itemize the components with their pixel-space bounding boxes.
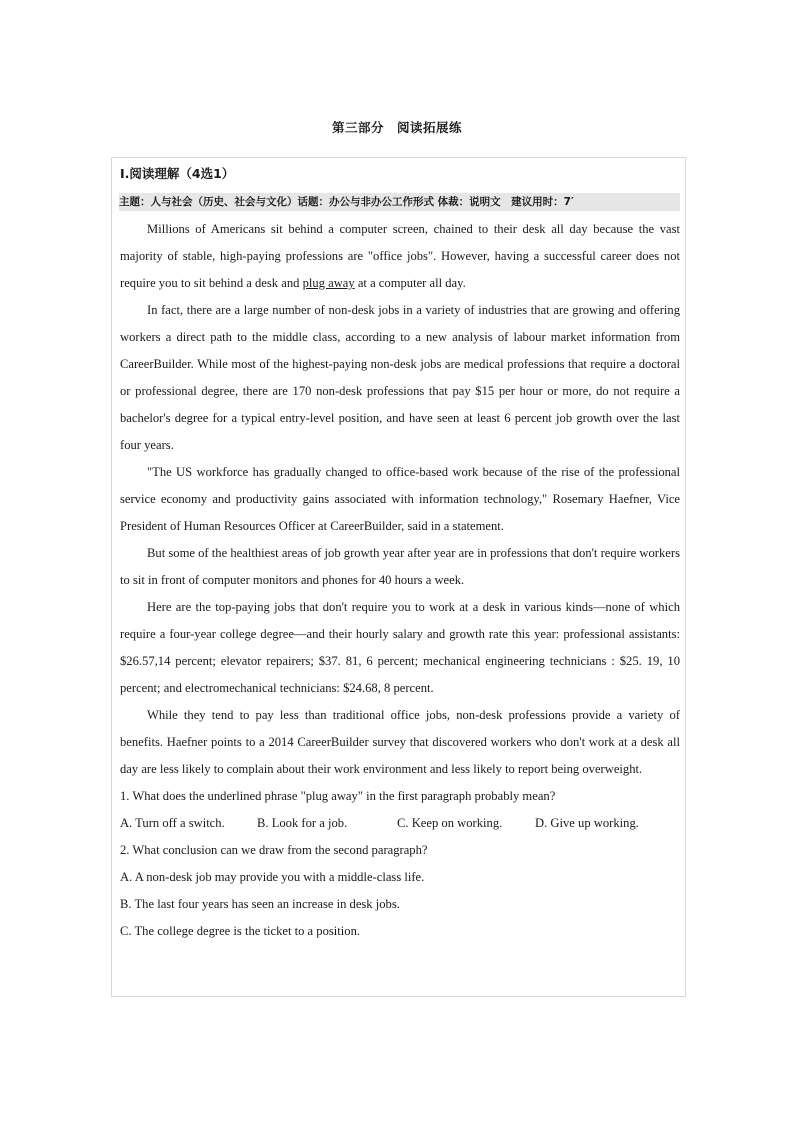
theme-bar: 主题：人与社会（历史、社会与文化）话题：办公与非办公工作形式 体裁：说明文 建议用时：7′ — [119, 193, 680, 211]
q1-option-c: C. Keep on working. — [397, 816, 503, 830]
passage-paragraph-5: Here are the top-paying jobs that don't require you to work at a desk in various kinds—none of which require a four-year college degree—and their hourly salary and growth rate this year: professional assistants: $26.57,14 percent; elevator repairers; $37. 81, 6 percent; mechanical engineering technicians : $25. 19, 10 percent; and electromechanical technicians: $24.68, 8 percent. — [120, 600, 680, 695]
p1-text-before: Millions of Americans sit behind a computer screen, chained to their desk all day because the vast majority of stable, high-paying professions are "office jobs". However, having a successful career does not require you to sit behind a desk and — [120, 222, 680, 290]
q2-option-b: B. The last four years has seen an increase in desk jobs. — [120, 897, 400, 911]
page-title: 第三部分 阅读拓展练 — [331, 120, 462, 135]
p1-text-after: at a computer all day. — [354, 276, 466, 290]
q1-option-a: A. Turn off a switch. — [120, 816, 225, 830]
passage-paragraph-2: In fact, there are a large number of non-desk jobs in a variety of industries that are growing and offering workers a direct path to the middle class, according to a new analysis of labour market information from CareerBuilder. While most of the highest-paying non-desk jobs are medical professions that require a doctoral or professional degree, there are 170 non-desk professions that pay $15 per hour or more, do not require a bachelor's degree for a typical entry-level position, and have seen at least 6 percent job growth over the last four years. — [120, 303, 680, 452]
question-2-stem: 2. What conclusion can we draw from the second paragraph? — [120, 843, 428, 857]
section-heading: Ⅰ.阅读理解（4选1） — [120, 166, 235, 181]
underlined-phrase: plug away — [302, 276, 355, 290]
q2-option-c: C. The college degree is the ticket to a position. — [120, 924, 361, 938]
passage-paragraph-1 — [120, 216, 680, 297]
passage-paragraph-3: "The US workforce has gradually changed to office-based work because of the rise of the professional service economy and productivity gains associated with information technology," Rosemary Haefner, Vice President of Human Resources Officer at CareerBuilder, said in a statement. — [120, 465, 680, 533]
q1-option-b: B. Look for a job. — [257, 816, 348, 830]
q2-option-a: A. A non-desk job may provide you with a middle-class life. — [120, 870, 425, 884]
question-1-stem: 1. What does the underlined phrase "plug away" in the first paragraph probably mean? — [120, 789, 556, 803]
reading-content — [120, 216, 680, 945]
q1-option-d: D. Give up working. — [535, 816, 639, 830]
question-1-options — [120, 810, 680, 837]
passage-paragraph-4: But some of the healthiest areas of job growth year after year are in professions that don't require workers to sit in front of computer monitors and phones for 40 hours a week. — [120, 546, 680, 587]
passage-paragraph-6: While they tend to pay less than traditional office jobs, non-desk professions provide a variety of benefits. Haefner points to a 2014 CareerBuilder survey that discovered workers who don't work at a desk all day are less likely to complain about their work environment and less likely to report being overweight. — [120, 708, 680, 776]
